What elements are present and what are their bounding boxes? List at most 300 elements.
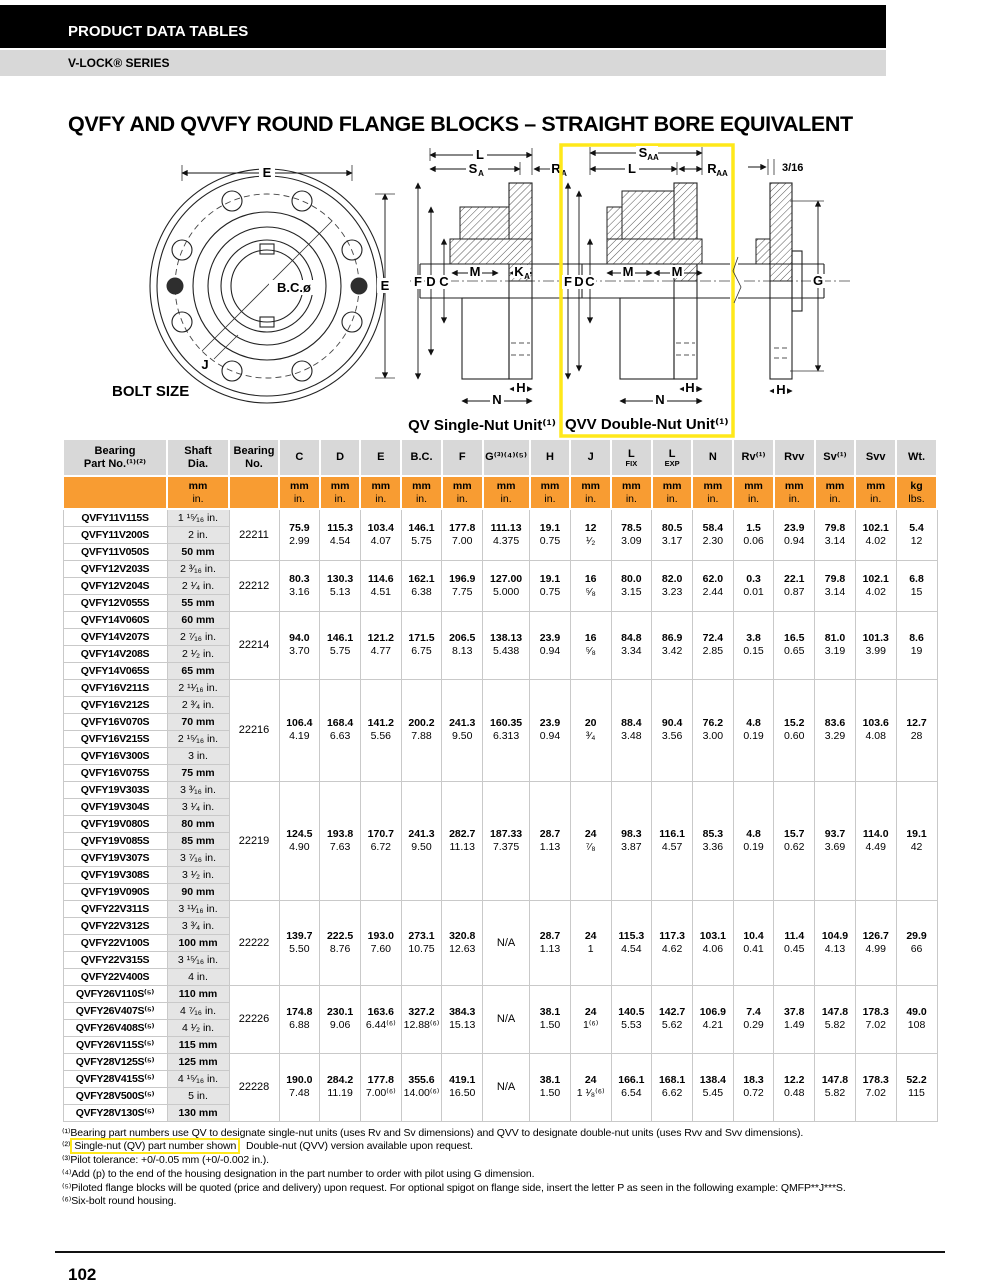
dim-cell-Sv: 81.0 3.19 [815,611,856,679]
dim-cell-C: 80.3 3.16 [279,560,320,611]
dim-cell-F: 282.7 11.13 [442,781,483,900]
part-number-cell: QVFY14V207S [63,628,167,645]
footnote-6: ⁽⁶⁾Six-bolt round housing. [62,1195,177,1208]
bolt-hole [292,191,312,211]
part-number-cell: QVFY22V100S [63,934,167,951]
dim-cell-E: 193.0 7.60 [360,900,401,985]
shaft-dia-cell: 85 mm [167,832,229,849]
dim-cell-Sv: 83.6 3.29 [815,679,856,781]
part-number-cell: QVFY14V208S [63,645,167,662]
dim-cell-Sv: 79.8 3.14 [815,509,856,560]
table-body [63,509,937,1121]
dim-cell-Wt: 6.8 15 [896,560,937,611]
part-number-cell: QVFY16V212S [63,696,167,713]
shaft-dia-cell: 130 mm [167,1104,229,1121]
col-units-J: mm in. [570,476,611,509]
dim-cell-Svv: 114.0 4.49 [855,781,896,900]
part-number-cell: QVFY28V415S⁽⁵⁾ [63,1070,167,1087]
part-number-cell: QVFY19V085S [63,832,167,849]
dim-cell-C: 174.8 6.88 [279,985,320,1053]
shaft-dia-cell: 3 ¹⁄₄ in. [167,798,229,815]
dim-cell-Svv: 101.3 3.99 [855,611,896,679]
part-number-cell: QVFY28V500S⁽⁵⁾ [63,1087,167,1104]
dim-cell-J: 12 ¹⁄₂ [570,509,611,560]
dim-cell-Rv: 0.3 0.01 [733,560,774,611]
part-number-cell: QVFY14V065S [63,662,167,679]
qv-section-diagram [408,147,594,434]
dim-cell-F: 419.1 16.50 [442,1053,483,1121]
footnote-5: ⁽⁵⁾Piloted flange blocks will be quoted (price and delivery) upon request. For optional spigot on flange side, insert the letter P as seen in the following example: QMFP**J***S. [62,1181,846,1194]
dim-cell-Wt: 52.2 115 [896,1053,937,1121]
qvv-caption: QVV Double-Nut Unit⁽¹⁾ [565,416,729,433]
dim-label-m: M [469,264,481,279]
footnote-2: ⁽²⁾ Single-nut (QV) part number shown Double-nut (QVV) version available upon request. [62,1140,473,1153]
header-title: PRODUCT DATA TABLES [68,23,249,40]
dim-cell-C: 190.0 7.48 [279,1053,320,1121]
dim-cell-C: 94.0 3.70 [279,611,320,679]
dim-cell-E: 141.2 5.56 [360,679,401,781]
shaft-dia-cell: 4 ¹⁵⁄₁₆ in. [167,1070,229,1087]
dim-cell-LFIX: 140.5 5.53 [611,985,652,1053]
dim-cell-BC: 146.1 5.75 [401,509,442,560]
diagrams-area [62,143,942,438]
shaft-dia-cell: 2 ³⁄₁₆ in. [167,560,229,577]
shaft-dia-cell: 55 mm [167,594,229,611]
dim-label-sa-sub: A [478,169,484,178]
part-number-cell: QVFY16V070S [63,713,167,730]
part-number-cell: QVFY19V090S [63,883,167,900]
dim-label-ra: R [551,161,561,176]
dim-cell-Rvv: 37.8 1.49 [774,985,815,1053]
dim-cell-C: 124.5 4.90 [279,781,320,900]
dim-cell-BC: 171.5 6.75 [401,611,442,679]
dim-cell-Svv: 102.1 4.02 [855,560,896,611]
part-number-cell: QVFY14V060S [63,611,167,628]
dim-cell-LFIX: 88.4 3.48 [611,679,652,781]
col-header-N: N [692,439,733,476]
dim-label-h3: H [776,382,786,397]
series-bar [0,50,886,76]
col-units-part [63,476,167,509]
dim-cell-H: 23.9 0.94 [530,679,571,781]
col-units-Rv: mm in. [733,476,774,509]
dim-cell-Sv: 147.8 5.82 [815,985,856,1053]
dim-cell-LEXP: 168.1 6.62 [652,1053,693,1121]
dim-cell-F: 384.3 15.13 [442,985,483,1053]
dim-label-e-right: E [380,278,390,293]
dim-cell-BC: 273.1 10.75 [401,900,442,985]
dim-cell-BC: 327.2 12.88⁽⁶⁾ [401,985,442,1053]
dim-cell-LFIX: 98.3 3.87 [611,781,652,900]
dim-cell-LEXP: 116.1 4.57 [652,781,693,900]
col-header-D: D [320,439,361,476]
dim-cell-LEXP: 117.3 4.62 [652,900,693,985]
header-bar [0,5,886,48]
footer-rule [55,1251,945,1253]
part-number-cell: QVFY26V110S⁽⁵⁾ [63,985,167,1002]
dim-cell-G: 187.33 7.375 [483,781,530,900]
column-header-row [63,439,937,476]
dim-cell-N: 62.0 2.44 [692,560,733,611]
dim-cell-E: 103.4 4.07 [360,509,401,560]
col-units-C: mm in. [279,476,320,509]
dim-cell-G: N/A [483,900,530,985]
dim-cell-Rvv: 16.5 0.65 [774,611,815,679]
col-header-LEXP: L EXP [652,439,693,476]
col-header-J: J [570,439,611,476]
part-number-cell: QVFY22V312S [63,917,167,934]
dim-label-h: H [516,380,526,395]
catalog-page [0,5,1000,1285]
part-number-cell: QVFY16V215S [63,730,167,747]
bolt-hole [342,312,362,332]
dim-cell-Rv: 18.3 0.72 [733,1053,774,1121]
dim-cell-G: 138.13 5.438 [483,611,530,679]
col-units-LFIX: mm in. [611,476,652,509]
col-units-G: mm in. [483,476,530,509]
dim-cell-G: 160.35 6.313 [483,679,530,781]
dim-label-j: J [201,357,209,372]
dim-label-c: C [439,274,449,289]
col-units-Svv: mm in. [855,476,896,509]
shaft-dia-cell: 90 mm [167,883,229,900]
dim-cell-Rvv: 15.2 0.60 [774,679,815,781]
part-number-cell: QVFY16V300S [63,747,167,764]
dim-cell-J: 24 1 [570,900,611,985]
dim-cell-J: 20 ³⁄₄ [570,679,611,781]
shaft-dia-cell: 5 in. [167,1087,229,1104]
dim-cell-N: 58.4 2.30 [692,509,733,560]
col-header-LFIX: L FIX [611,439,652,476]
bearing-no-cell: 22214 [229,611,279,679]
dim-cell-J: 24 ⁷⁄₈ [570,781,611,900]
shaft-dia-cell: 2 ³⁄₄ in. [167,696,229,713]
dim-label-saa: S [638,145,648,160]
shaft-dia-cell: 3 ¹⁄₂ in. [167,866,229,883]
table-head [63,439,937,509]
dim-label-h2: H [685,380,695,395]
shaft-dia-cell: 65 mm [167,662,229,679]
dim-cell-Rvv: 12.2 0.48 [774,1053,815,1121]
bolt-hole [292,361,312,381]
dim-cell-D: 130.3 5.13 [320,560,361,611]
shaft-dia-cell: 2 ¹¹⁄₁₆ in. [167,679,229,696]
col-units-F: mm in. [442,476,483,509]
dim-cell-LFIX: 115.3 4.54 [611,900,652,985]
col-header-E: E [360,439,401,476]
dim-cell-F: 241.3 9.50 [442,679,483,781]
bearing-no-cell: 22211 [229,509,279,560]
qvv-section-diagram [561,145,733,436]
dim-cell-LEXP: 82.0 3.23 [652,560,693,611]
dim-label-raa-sub: AA [716,169,728,178]
dim-cell-H: 38.1 1.50 [530,985,571,1053]
part-number-cell: QVFY16V211S [63,679,167,696]
col-header-Rv: Rv⁽¹⁾ [733,439,774,476]
front-view-diagram [112,165,395,403]
dim-cell-Svv: 103.6 4.08 [855,679,896,781]
dim-cell-J: 24 1 ¹⁄₈⁽⁶⁾ [570,1053,611,1121]
dim-cell-Wt: 19.1 42 [896,781,937,900]
dim-label-d2: D [574,274,584,289]
shaft-dia-cell: 1 ¹⁵⁄₁₆ in. [167,509,229,526]
footnote-1: ⁽¹⁾Bearing part numbers use QV to designate single-nut units (uses Rv and Sv dimensions) and QVV to designate double-nut units (uses Rvv and Svv dimensions). [62,1126,804,1139]
dim-cell-G: N/A [483,1053,530,1121]
part-number-cell: QVFY19V304S [63,798,167,815]
technical-drawing [62,143,942,438]
shaft-dia-cell: 2 ¹⁄₂ in. [167,645,229,662]
col-header-shaft: Shaft Dia. [167,439,229,476]
col-header-C: C [279,439,320,476]
dim-label-saa-sub: AA [647,153,659,162]
dim-cell-H: 28.7 1.13 [530,900,571,985]
footnotes [62,1127,1000,1210]
bolt-icon [351,278,368,295]
dim-cell-J: 16 ⁵⁄₈ [570,560,611,611]
part-number-cell: QVFY12V055S [63,594,167,611]
bearing-no-cell: 22216 [229,679,279,781]
dim-cell-C: 106.4 4.19 [279,679,320,781]
dim-cell-Svv: 126.7 4.99 [855,900,896,985]
dim-label-c2: C [585,274,595,289]
dim-cell-H: 28.7 1.13 [530,781,571,900]
dim-cell-N: 85.3 3.36 [692,781,733,900]
col-header-G: G⁽³⁾⁽⁴⁾⁽⁵⁾ [483,439,530,476]
shaft-dia-cell: 60 mm [167,611,229,628]
bolt-icon [167,278,184,295]
part-number-cell: QVFY22V311S [63,900,167,917]
dim-label-m2: M [671,264,683,279]
dim-cell-J: 24 1⁽⁶⁾ [570,985,611,1053]
table-row [63,560,937,577]
dim-cell-D: 222.5 8.76 [320,900,361,985]
dim-label-m1: M [622,264,634,279]
part-number-cell: QVFY28V125S⁽⁵⁾ [63,1053,167,1070]
shaft-dia-cell: 125 mm [167,1053,229,1070]
shaft-dia-cell: 2 ⁷⁄₁₆ in. [167,628,229,645]
dim-cell-J: 16 ⁵⁄₈ [570,611,611,679]
bearing-no-cell: 22228 [229,1053,279,1121]
dim-cell-Rv: 1.5 0.06 [733,509,774,560]
dim-cell-C: 139.7 5.50 [279,900,320,985]
dim-cell-E: 163.6 6.44⁽⁶⁾ [360,985,401,1053]
dim-cell-LEXP: 80.5 3.17 [652,509,693,560]
dim-label-e-top: E [262,165,272,180]
col-header-F: F [442,439,483,476]
dim-label-thickness: 3/16 [782,162,804,174]
dim-cell-Wt: 29.9 66 [896,900,937,985]
dim-cell-Wt: 5.4 12 [896,509,937,560]
part-number-cell: QVFY26V407S⁽⁵⁾ [63,1002,167,1019]
dim-cell-BC: 162.1 6.38 [401,560,442,611]
footnote-4: ⁽⁴⁾Add (p) to the end of the housing designation in the part number to order with pilot using G dimension. [62,1167,535,1180]
dim-label-f: F [414,274,422,289]
dim-cell-Wt: 8.6 19 [896,611,937,679]
part-number-cell: QVFY12V203S [63,560,167,577]
dim-cell-LEXP: 142.7 5.62 [652,985,693,1053]
shaft-dia-cell: 50 mm [167,543,229,560]
dim-cell-E: 121.2 4.77 [360,611,401,679]
col-units-D: mm in. [320,476,361,509]
table-row [63,900,937,917]
col-header-BC: B.C. [401,439,442,476]
col-units-bno [229,476,279,509]
dim-cell-Sv: 79.8 3.14 [815,560,856,611]
dim-label-l2: L [628,161,636,176]
shaft-dia-cell: 3 ⁷⁄₁₆ in. [167,849,229,866]
bolt-size-label: BOLT SIZE [112,383,190,400]
part-number-cell: QVFY28V130S⁽⁵⁾ [63,1104,167,1121]
shaft-dia-cell: 3 ¹¹⁄₁₆ in. [167,900,229,917]
dim-cell-LFIX: 78.5 3.09 [611,509,652,560]
bearing-no-cell: 22226 [229,985,279,1053]
part-number-cell: QVFY12V204S [63,577,167,594]
part-number-cell: QVFY26V115S⁽⁵⁾ [63,1036,167,1053]
dim-cell-G: 111.13 4.375 [483,509,530,560]
dim-label-ra-sub: A [561,169,567,178]
dim-cell-BC: 241.3 9.50 [401,781,442,900]
dim-label-n2: N [655,392,665,407]
table-row [63,679,937,696]
dim-cell-H: 23.9 0.94 [530,611,571,679]
part-number-cell: QVFY11V115S [63,509,167,526]
shaft-dia-cell: 115 mm [167,1036,229,1053]
dim-cell-E: 177.8 7.00⁽⁶⁾ [360,1053,401,1121]
dim-cell-Rv: 10.4 0.41 [733,900,774,985]
shaft-dia-cell: 110 mm [167,985,229,1002]
shaft-dia-cell: 3 in. [167,747,229,764]
bolt-circle-label: B.C.ø [277,280,311,295]
dim-cell-LEXP: 86.9 3.42 [652,611,693,679]
dim-cell-C: 75.9 2.99 [279,509,320,560]
dim-cell-F: 196.9 7.75 [442,560,483,611]
shaft-dia-cell: 70 mm [167,713,229,730]
part-number-cell: QVFY16V075S [63,764,167,781]
part-number-cell: QVFY11V200S [63,526,167,543]
dim-cell-Sv: 147.8 5.82 [815,1053,856,1121]
dim-cell-Rv: 4.8 0.19 [733,781,774,900]
part-number-cell: QVFY19V080S [63,815,167,832]
dim-cell-D: 230.1 9.06 [320,985,361,1053]
dim-cell-BC: 200.2 7.88 [401,679,442,781]
dim-cell-N: 72.4 2.85 [692,611,733,679]
shaft-dia-cell: 100 mm [167,934,229,951]
dim-label-sa: S [468,161,478,176]
dim-cell-Rv: 7.4 0.29 [733,985,774,1053]
product-data-table [62,438,938,1122]
dim-cell-LFIX: 166.1 6.54 [611,1053,652,1121]
col-header-Sv: Sv⁽¹⁾ [815,439,856,476]
shaft-dia-cell: 4 ⁷⁄₁₆ in. [167,1002,229,1019]
part-number-cell: QVFY19V307S [63,849,167,866]
dim-cell-D: 146.1 5.75 [320,611,361,679]
dim-cell-LFIX: 80.0 3.15 [611,560,652,611]
dim-cell-Wt: 49.0 108 [896,985,937,1053]
shaft-dia-cell: 3 ³⁄₄ in. [167,917,229,934]
col-header-H: H [530,439,571,476]
series-label: V-LOCK® SERIES [68,56,170,70]
part-number-cell: QVFY19V308S [63,866,167,883]
table-row [63,781,937,798]
col-units-BC: mm in. [401,476,442,509]
dim-label-n: N [492,392,502,407]
highlight-box [561,145,733,436]
dim-label-d: D [426,274,436,289]
dim-cell-Rvv: 15.7 0.62 [774,781,815,900]
dim-cell-Rvv: 23.9 0.94 [774,509,815,560]
dim-cell-D: 168.4 6.63 [320,679,361,781]
dim-cell-F: 206.5 8.13 [442,611,483,679]
dim-cell-H: 19.1 0.75 [530,560,571,611]
dim-cell-E: 170.7 6.72 [360,781,401,900]
col-units-LEXP: mm in. [652,476,693,509]
dim-cell-H: 38.1 1.50 [530,1053,571,1121]
dim-cell-Rv: 3.8 0.15 [733,611,774,679]
dim-cell-LEXP: 90.4 3.56 [652,679,693,781]
col-header-Rvv: Rvv [774,439,815,476]
part-number-cell: QVFY22V400S [63,968,167,985]
bearing-no-cell: 22219 [229,781,279,900]
dim-cell-N: 138.4 5.45 [692,1053,733,1121]
footnote-3: ⁽³⁾Pilot tolerance: +0/-0.05 mm (+0/-0.002 in.). [62,1154,269,1167]
table-row [63,611,937,628]
dim-cell-N: 106.9 4.21 [692,985,733,1053]
dim-cell-Rvv: 22.1 0.87 [774,560,815,611]
shaft-dia-cell: 3 ¹⁵⁄₁₆ in. [167,951,229,968]
dim-cell-Wt: 12.7 28 [896,679,937,781]
bolt-hole [222,191,242,211]
col-units-shaft: mm in. [167,476,229,509]
shaft-dia-cell: 2 ¹⁵⁄₁₆ in. [167,730,229,747]
dim-cell-Svv: 178.3 7.02 [855,1053,896,1121]
col-header-Wt: Wt. [896,439,937,476]
part-number-cell: QVFY19V303S [63,781,167,798]
side-view-diagram [733,159,850,397]
dim-label-g: G [812,273,824,288]
dim-cell-Rv: 4.8 0.19 [733,679,774,781]
dim-label-f2: F [564,274,572,289]
col-units-Wt: kg lbs. [896,476,937,509]
col-header-part: Bearing Part No.⁽¹⁾⁽²⁾ [63,439,167,476]
page-title: QVFY AND QVVFY ROUND FLANGE BLOCKS – STRAIGHT BORE EQUIVALENT [68,112,853,136]
dim-cell-LFIX: 84.8 3.34 [611,611,652,679]
dim-label-raa: R [707,161,717,176]
qv-caption: QV Single-Nut Unit⁽¹⁾ [408,417,556,434]
dim-cell-E: 114.6 4.51 [360,560,401,611]
shaft-dia-cell: 4 ¹⁄₂ in. [167,1019,229,1036]
footnote-highlight: Single-nut (QV) part number shown [70,1138,240,1154]
dim-cell-N: 76.2 3.00 [692,679,733,781]
col-units-Rvv: mm in. [774,476,815,509]
table-row [63,1053,937,1070]
col-units-N: mm in. [692,476,733,509]
dim-cell-Svv: 102.1 4.02 [855,509,896,560]
shaft-dia-cell: 4 in. [167,968,229,985]
col-units-E: mm in. [360,476,401,509]
units-row [63,476,937,509]
bearing-no-cell: 22222 [229,900,279,985]
table-row [63,985,937,1002]
col-header-Svv: Svv [855,439,896,476]
part-number-cell: QVFY11V050S [63,543,167,560]
dim-cell-D: 284.2 11.19 [320,1053,361,1121]
dim-cell-H: 19.1 0.75 [530,509,571,560]
part-number-cell: QVFY26V408S⁽⁵⁾ [63,1019,167,1036]
col-units-H: mm in. [530,476,571,509]
dim-cell-D: 193.8 7.63 [320,781,361,900]
dim-cell-Sv: 104.9 4.13 [815,900,856,985]
dim-cell-G: 127.00 5.000 [483,560,530,611]
